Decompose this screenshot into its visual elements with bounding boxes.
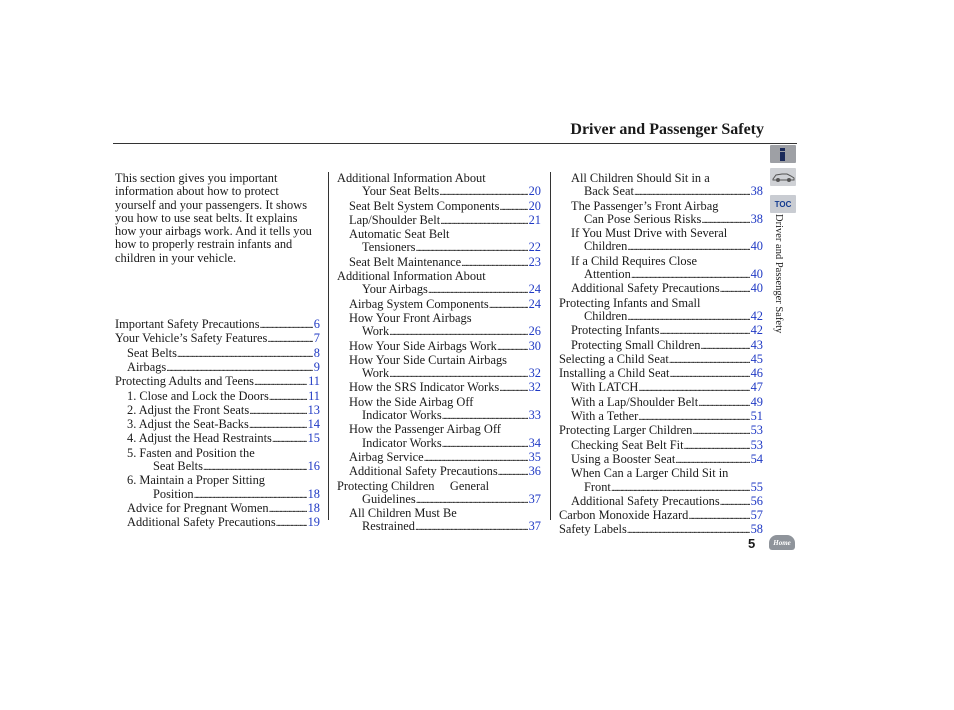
toc-entry-label: Seat Belts: [153, 459, 203, 474]
toc-page-link[interactable]: 7: [313, 331, 320, 346]
toc-entry[interactable]: [337, 200, 541, 214]
toc-page-link[interactable]: 18: [307, 500, 320, 515]
toc-entry[interactable]: [115, 460, 320, 474]
dot-leader: [249, 404, 306, 418]
toc-entry-label: Attention: [584, 267, 631, 282]
toc-entry-label: Installing a Child Seat: [559, 366, 670, 381]
toc-entry[interactable]: [337, 325, 541, 339]
toc-entry[interactable]: [115, 488, 320, 502]
toc-entry-label: Seat Belts: [127, 345, 177, 360]
toc-page-link[interactable]: 57: [750, 508, 763, 523]
toc-entry-label: Work: [362, 366, 390, 381]
dot-leader: [684, 439, 750, 453]
dot-leader: [428, 283, 528, 297]
toc-entry[interactable]: [559, 367, 763, 381]
dot-leader: [627, 310, 749, 324]
toc-page-link[interactable]: 6: [313, 317, 320, 332]
toc-entry-label: Carbon Monoxide Hazard: [559, 508, 689, 523]
toc-entry-label: Tensioners: [362, 240, 416, 255]
toc-page-link[interactable]: 32: [528, 380, 541, 395]
toc-page-link[interactable]: 33: [528, 408, 541, 423]
toc-page-link[interactable]: 22: [528, 240, 541, 255]
toc-entry[interactable]: [337, 214, 541, 228]
toc-entry-label: Indicator Works: [362, 435, 442, 450]
toc-entry[interactable]: [337, 465, 541, 479]
dot-leader: [442, 437, 528, 451]
toc-entry[interactable]: [559, 439, 763, 453]
toc-page-link[interactable]: 16: [307, 459, 320, 474]
toc-list-2: [337, 172, 541, 535]
toc-entry-label: 2. Adjust the Front Seats: [127, 402, 250, 417]
dot-leader: [499, 381, 527, 395]
dot-leader: [669, 353, 750, 367]
dot-leader: [675, 453, 749, 467]
toc-entry-label: Your Vehicle’s Safety Features: [115, 331, 268, 346]
toc-entry[interactable]: [115, 390, 320, 404]
toc-entry-label: Additional Safety Precautions: [571, 281, 720, 296]
toc-page-link[interactable]: 9: [313, 359, 320, 374]
toc-page-link[interactable]: 58: [750, 522, 763, 537]
toc-page-link[interactable]: 54: [750, 451, 763, 466]
dot-leader: [489, 298, 528, 312]
dot-leader: [669, 367, 749, 381]
toc-heading: The Passenger’s Front Airbag: [571, 198, 719, 213]
dot-leader: [166, 361, 313, 375]
dot-leader: [688, 509, 749, 523]
toc-page-link[interactable]: 14: [307, 417, 320, 432]
dot-leader: [442, 409, 528, 423]
dot-leader: [634, 185, 750, 199]
toc-page-link[interactable]: 40: [750, 267, 763, 282]
toc-entry-label: Guidelines: [362, 491, 416, 506]
toc-entry-label: Airbag System Components: [349, 296, 489, 311]
dot-leader: [194, 488, 307, 502]
toc-entry[interactable]: [115, 516, 320, 530]
dot-leader: [415, 520, 528, 534]
toc-entry[interactable]: [337, 381, 541, 395]
dot-leader: [700, 339, 749, 353]
toc-heading: How Your Side Curtain Airbags: [349, 352, 507, 367]
dot-leader: [701, 213, 749, 227]
dot-leader: [627, 523, 750, 537]
toc-heading: All Children Should Sit in a: [571, 171, 710, 185]
toc-heading: Additional Information About: [337, 269, 486, 284]
toc-entry-label: Seat Belt Maintenance: [349, 254, 462, 269]
toc-page-link[interactable]: 30: [528, 338, 541, 353]
toc-page-link[interactable]: 45: [750, 351, 763, 366]
dot-leader: [269, 390, 307, 404]
toc-entry-label: Back Seat: [584, 184, 634, 199]
dot-leader: [260, 318, 313, 332]
toc-column-1: [115, 172, 320, 531]
toc-column-3: [559, 172, 763, 538]
toc-page-link[interactable]: 42: [750, 308, 763, 323]
toc-page-link[interactable]: 43: [750, 337, 763, 352]
toc-heading: If a Child Requires Close: [571, 253, 697, 268]
toc-page-link[interactable]: 23: [528, 254, 541, 269]
toc-page-link[interactable]: 13: [307, 402, 320, 417]
toc-entry[interactable]: [559, 410, 763, 424]
toc-entry[interactable]: [559, 185, 763, 199]
toc-entry-label: Protecting Small Children: [571, 337, 701, 352]
car-icon: [770, 168, 796, 186]
dot-leader: [272, 432, 307, 446]
toc-entry-label: Protecting Adults and Teens: [115, 374, 254, 389]
toc-heading: How the Side Airbag Off: [349, 394, 474, 409]
toc-entry-label: Safety Labels: [559, 522, 627, 537]
toc-entry[interactable]: [559, 396, 763, 410]
toc-page-link[interactable]: 38: [750, 211, 763, 226]
toc-page-link[interactable]: 26: [528, 324, 541, 339]
toc-entry-label: Your Seat Belts: [362, 184, 440, 199]
toc-entry-label: Front: [584, 479, 611, 494]
dot-leader: [499, 200, 527, 214]
toc-heading: Additional Information About: [337, 171, 486, 185]
toc-entry-label: Additional Safety Precautions: [127, 515, 276, 530]
toc-page-link[interactable]: 32: [528, 366, 541, 381]
toc-entry[interactable]: [559, 282, 763, 296]
toc-entry[interactable]: [559, 424, 763, 438]
dot-leader: [498, 465, 528, 479]
toc-page-link[interactable]: 24: [528, 282, 541, 297]
toc-page-link[interactable]: 53: [750, 423, 763, 438]
toc-entry[interactable]: [559, 453, 763, 467]
toc-page-link[interactable]: 46: [750, 366, 763, 381]
toc-page-link[interactable]: 38: [750, 184, 763, 199]
toc-entry-label: 1. Close and Lock the Doors: [127, 388, 269, 403]
toc-page-link[interactable]: 37: [528, 519, 541, 534]
toc-heading: When Can a Larger Child Sit in: [571, 466, 729, 481]
toc-entry[interactable]: [559, 339, 763, 353]
toc-entry[interactable]: [337, 340, 541, 354]
toc-page-link[interactable]: 56: [750, 493, 763, 508]
toc-page-link[interactable]: 20: [528, 184, 541, 199]
toc-entry[interactable]: [337, 256, 541, 270]
toc-entry[interactable]: [337, 367, 541, 381]
toc-entry[interactable]: [115, 332, 320, 346]
toc-entry-label: Seat Belt System Components: [349, 198, 500, 213]
toc-page-link[interactable]: 11: [308, 388, 320, 403]
dot-leader: [269, 502, 307, 516]
toc-entry-label: Additional Safety Precautions: [349, 464, 498, 479]
toc-entry[interactable]: [337, 409, 541, 423]
toc-heading: How the Passenger Airbag Off: [349, 422, 501, 437]
toc-entry[interactable]: [115, 375, 320, 389]
toc-page-link[interactable]: 11: [308, 374, 320, 389]
toc-entry[interactable]: [559, 324, 763, 338]
column-divider: [328, 172, 329, 520]
toc-entry[interactable]: [559, 353, 763, 367]
toc-page-link[interactable]: 21: [528, 212, 541, 227]
toc-entry[interactable]: [559, 481, 763, 495]
toc-page-link[interactable]: 37: [528, 491, 541, 506]
toc-heading: 6. Maintain a Proper Sitting: [127, 473, 266, 488]
page-title: Driver and Passenger Safety: [570, 121, 764, 138]
toc-entry-label: Restrained: [362, 519, 415, 534]
dot-leader: [276, 516, 307, 530]
toc-entry[interactable]: [115, 502, 320, 516]
home-button[interactable]: Home: [769, 535, 795, 550]
toc-entry-label: How the SRS Indicator Works: [349, 380, 500, 395]
toc-entry-label: Protecting Larger Children: [559, 423, 693, 438]
dot-leader: [720, 282, 750, 296]
toc-entry-label: With a Tether: [571, 409, 639, 424]
toc-entry[interactable]: [115, 347, 320, 361]
toc-list-1: [115, 318, 320, 530]
dot-leader: [611, 481, 750, 495]
dot-leader: [389, 325, 527, 339]
dot-leader: [416, 493, 528, 507]
dot-leader: [659, 324, 749, 338]
toc-page-link[interactable]: 15: [307, 431, 320, 446]
dot-leader: [638, 381, 749, 395]
dot-leader: [249, 418, 307, 432]
info-button[interactable]: [770, 145, 796, 163]
dot-leader: [203, 460, 307, 474]
dot-leader: [177, 347, 313, 361]
toc-page-link[interactable]: 34: [528, 435, 541, 450]
section-side-label: Driver and Passenger Safety: [773, 214, 784, 334]
toc-list-3: [559, 172, 763, 538]
toc-page-link[interactable]: 40: [750, 239, 763, 254]
toc-entry-label: Airbags: [127, 359, 167, 374]
dot-leader: [461, 256, 527, 270]
toc-page-link[interactable]: 49: [750, 394, 763, 409]
dot-leader: [416, 241, 528, 255]
toc-page-link[interactable]: 18: [307, 486, 320, 501]
toc-entry[interactable]: [559, 213, 763, 227]
toc-entry-label: Additional Safety Precautions: [571, 493, 720, 508]
toc-entry-label: Children: [584, 239, 628, 254]
toc-entry[interactable]: [559, 381, 763, 395]
toc-page-link[interactable]: 20: [528, 198, 541, 213]
toc-entry-label: Lap/Shoulder Belt: [349, 212, 441, 227]
dot-leader: [692, 424, 749, 438]
toc-page-link[interactable]: 8: [313, 345, 320, 360]
header-rule: [113, 143, 797, 144]
toc-heading: If You Must Drive with Several: [571, 226, 728, 241]
toc-heading: Protecting Children General: [337, 478, 490, 493]
toc-heading: Protecting Infants and Small: [559, 295, 701, 310]
toc-page-link[interactable]: 24: [528, 296, 541, 311]
toc-entry-label: Selecting a Child Seat: [559, 351, 669, 366]
dot-leader: [497, 340, 528, 354]
toc-entry-label: Important Safety Precautions: [115, 317, 260, 332]
dot-leader: [389, 367, 527, 381]
dot-leader: [627, 240, 749, 254]
toc-entry-label: Children: [584, 308, 628, 323]
toc-heading: 5. Fasten and Position the: [127, 445, 255, 460]
toc-entry-label: How Your Side Airbags Work: [349, 338, 497, 353]
info-icon: [770, 145, 796, 163]
toc-page-link[interactable]: 51: [750, 409, 763, 424]
toc-entry-label: Using a Booster Seat: [571, 451, 676, 466]
toc-entry[interactable]: [337, 283, 541, 297]
intro-paragraph: This section gives you important information about how to protect yourself and your passengers. It shows you how to use seat belts. It explains how your airbags work. And it tells you how to properly restrain infants and children in your vehicle.: [115, 171, 312, 265]
toc-entry-label: Your Airbags: [362, 282, 428, 297]
toc-entry[interactable]: [115, 361, 320, 375]
vehicle-button[interactable]: [770, 168, 796, 186]
dot-leader: [267, 332, 312, 346]
toc-entry-label: 4. Adjust the Head Restraints: [127, 431, 272, 446]
toc-entry[interactable]: [337, 437, 541, 451]
toc-entry-label: Protecting Infants: [571, 323, 660, 338]
toc-entry-label: Position: [153, 486, 194, 501]
toc-entry[interactable]: [115, 404, 320, 418]
toc-entry[interactable]: [337, 241, 541, 255]
toc-page-link[interactable]: 55: [750, 479, 763, 494]
toc-entry[interactable]: [337, 493, 541, 507]
page-number: 5: [748, 536, 756, 551]
toc-entry[interactable]: [559, 310, 763, 324]
toc-entry[interactable]: [337, 451, 541, 465]
toc-entry-label: Checking Seat Belt Fit: [571, 437, 684, 452]
toc-entry-label: 3. Adjust the Seat-Backs: [127, 417, 249, 432]
toc-page-link[interactable]: 36: [528, 464, 541, 479]
toc-entry[interactable]: [559, 240, 763, 254]
dot-leader: [439, 185, 527, 199]
toc-entry-label: With LATCH: [571, 380, 639, 395]
toc-page-link[interactable]: 19: [307, 515, 320, 530]
toc-heading: How Your Front Airbags: [349, 310, 472, 325]
dot-leader: [638, 410, 749, 424]
toc-page-link[interactable]: 47: [750, 380, 763, 395]
dot-leader: [440, 214, 527, 228]
dot-leader: [698, 396, 749, 410]
toc-heading: Automatic Seat Belt: [349, 227, 450, 242]
toc-page-link[interactable]: 40: [750, 281, 763, 296]
toc-entry-label: Can Pose Serious Risks: [584, 211, 702, 226]
toc-page-link[interactable]: 53: [750, 437, 763, 452]
toc-entry[interactable]: [337, 185, 541, 199]
toc-page-link[interactable]: 42: [750, 323, 763, 338]
toc-page-link[interactable]: 35: [528, 449, 541, 464]
toc-entry[interactable]: [559, 509, 763, 523]
toc-entry[interactable]: [115, 318, 320, 332]
toc-entry-label: Advice for Pregnant Women: [127, 500, 269, 515]
toc-entry-label: Indicator Works: [362, 408, 442, 423]
toc-column-2: [337, 172, 541, 535]
toc-entry[interactable]: [559, 268, 763, 282]
toc-button[interactable]: TOC: [770, 195, 796, 213]
toc-entry-label: Airbag Service: [349, 449, 424, 464]
toc-entry-label: With a Lap/Shoulder Belt: [571, 394, 699, 409]
toc-entry[interactable]: [115, 432, 320, 446]
toc-heading: All Children Must Be: [349, 506, 457, 521]
column-divider: [550, 172, 551, 520]
toc-entry[interactable]: [337, 520, 541, 534]
dot-leader: [254, 375, 307, 389]
dot-leader: [720, 495, 750, 509]
dot-leader: [424, 451, 528, 465]
dot-leader: [631, 268, 750, 282]
toc-entry[interactable]: [337, 298, 541, 312]
toc-entry[interactable]: [559, 523, 763, 537]
toc-entry-label: Work: [362, 324, 390, 339]
toc-entry[interactable]: [559, 495, 763, 509]
toc-entry[interactable]: [115, 418, 320, 432]
